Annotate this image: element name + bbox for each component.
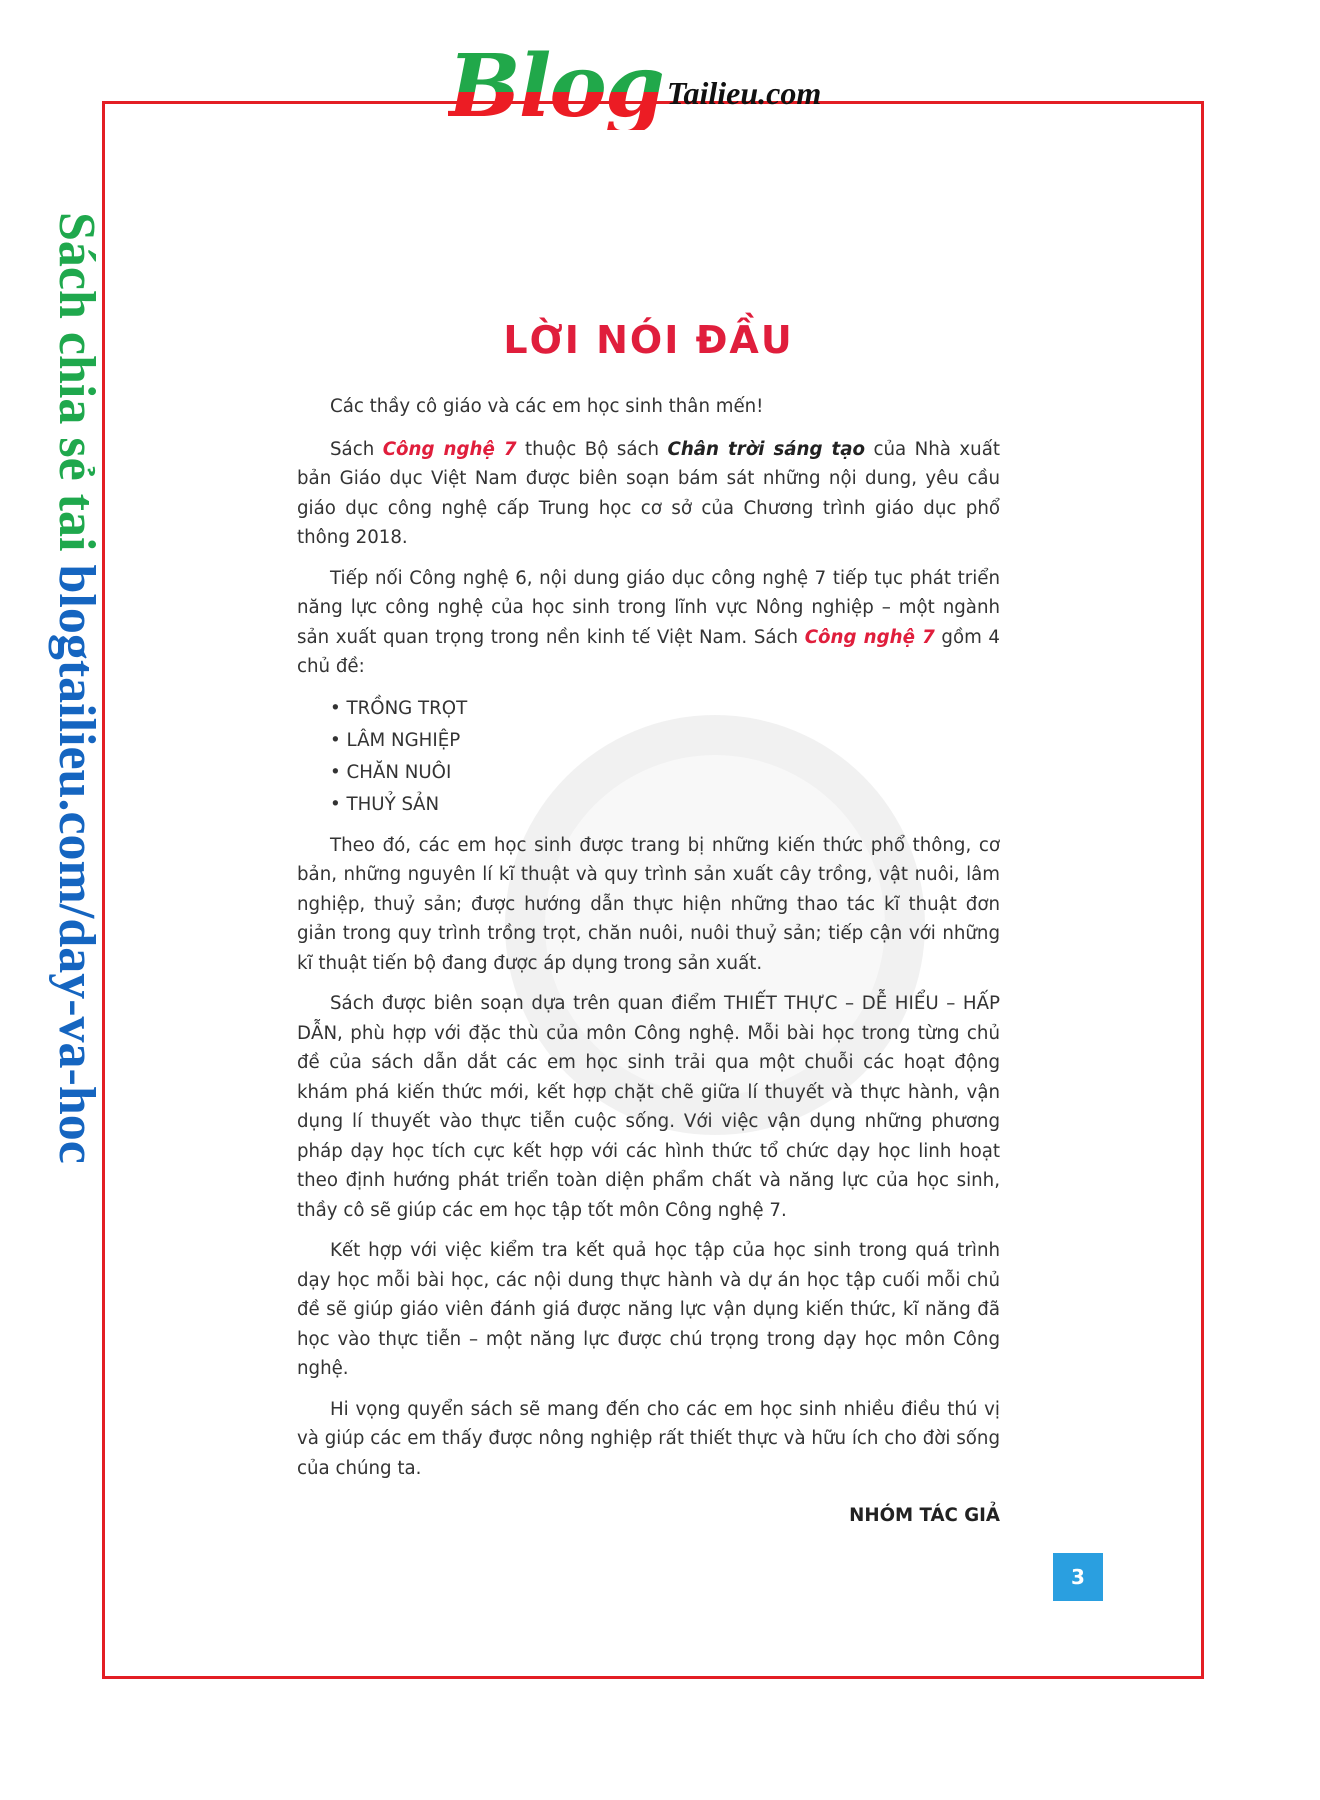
topic-item: • THUỶ SẢN	[330, 789, 1000, 821]
text: Sách	[330, 438, 383, 460]
text: thuộc Bộ sách	[516, 438, 668, 460]
logo-blog-text: Blog	[448, 36, 663, 137]
text: gồm 4 chủ đề:	[297, 626, 1000, 677]
text: của Nhà xuất bản Giáo dục Việt Nam được biên soạn bám sát những nội dung, yêu cầu giáo dục công nghệ cấp Trung học cơ sở của Chương trình giáo dục phổ thông 2018.	[297, 438, 1000, 548]
page-title: LỜI NÓI ĐẦU	[503, 318, 794, 362]
topic-item: • LÂM NGHIỆP	[330, 725, 1000, 757]
series-name: Chân trời sáng tạo	[667, 438, 866, 460]
paragraph-5: Kết hợp với việc kiểm tra kết quả học tập của học sinh trong quá trình dạy học mỗi bài học, các nội dung thực hành và dự án học tập cuối mỗi chủ đề sẽ giúp giáo viên đánh giá được năng lực vận dụng kiến thức, kĩ năng đã học vào thực tiễn – một năng lực được chú trọng trong dạy học môn Công nghệ.	[297, 1240, 1000, 1379]
topic-item: • CHĂN NUÔI	[330, 757, 1000, 789]
paragraph-6: Hi vọng quyển sách sẽ mang đến cho các em học sinh nhiều điều thú vị và giúp các em thấy được nông nghiệp rất thiết thực và hữu ích cho đời sống của chúng ta.	[297, 1398, 1000, 1479]
paragraph-1	[297, 435, 1000, 553]
text: Tiếp nối Công nghệ 6, nội dung giáo dục công nghệ 7 tiếp tục phát triển năng lực công nghệ của học sinh trong lĩnh vực Nông nghiệp – một ngành sản xuất quan trọng trong nền kinh tế Việt Nam. Sách	[297, 567, 1000, 648]
side-text-green: Sách chia sẻ tai	[48, 212, 105, 565]
blogtailieu-logo	[448, 30, 822, 137]
book-title: Công nghệ 7	[804, 626, 935, 648]
preface-content	[297, 318, 1000, 1531]
topic-list	[330, 693, 1000, 821]
paragraph-2	[297, 564, 1000, 682]
logo-domain-text: Tailieu.com	[666, 75, 822, 111]
vertical-watermark-text	[48, 212, 105, 1164]
paragraph-3: Theo đó, các em học sinh được trang bị những kiến thức phổ thông, cơ bản, những nguyên lí kĩ thuật và quy trình sản xuất cây trồng, vật nuôi, lâm nghiệp, thuỷ sản; được hướng dẫn thực hiện những thao tác kĩ thuật đơn giản trong quy trình trồng trọt, chăn nuôi, nuôi thuỷ sản; tiếp cận với những kĩ thuật tiến bộ đang được áp dụng trong sản xuất.	[297, 834, 1000, 974]
paragraph-4: Sách được biên soạn dựa trên quan điểm THIẾT THỰC – DỄ HIỂU – HẤP DẪN, phù hợp với đặc thù của môn Công nghệ. Mỗi bài học trong từng chủ đề của sách dẫn dắt các em học sinh trải qua một chuỗi các hoạt động khám phá kiến thức mới, kết hợp chặt chẽ giữa lí thuyết và thực hành, vận dụng lí thuyết vào thực tiễn cuộc sống. Với việc vận dụng những phương pháp dạy học tích cực kết hợp với các hình thức tổ chức dạy học linh hoạt theo định hướng phát triển toàn diện phẩm chất và năng lực của học sinh, thầy cô sẽ giúp các em học tập tốt môn Công nghệ 7.	[297, 993, 1000, 1221]
greeting: Các thầy cô giáo và các em học sinh thân mến!	[330, 396, 764, 417]
page-number-badge: 3	[1053, 1553, 1103, 1601]
author-signature: NHÓM TÁC GIẢ	[849, 1505, 1000, 1526]
topic-item: • TRỒNG TRỌT	[330, 693, 1000, 725]
side-text-url: blogtailieu.com/day-va-hoc	[48, 564, 105, 1164]
book-title: Công nghệ 7	[382, 438, 517, 460]
